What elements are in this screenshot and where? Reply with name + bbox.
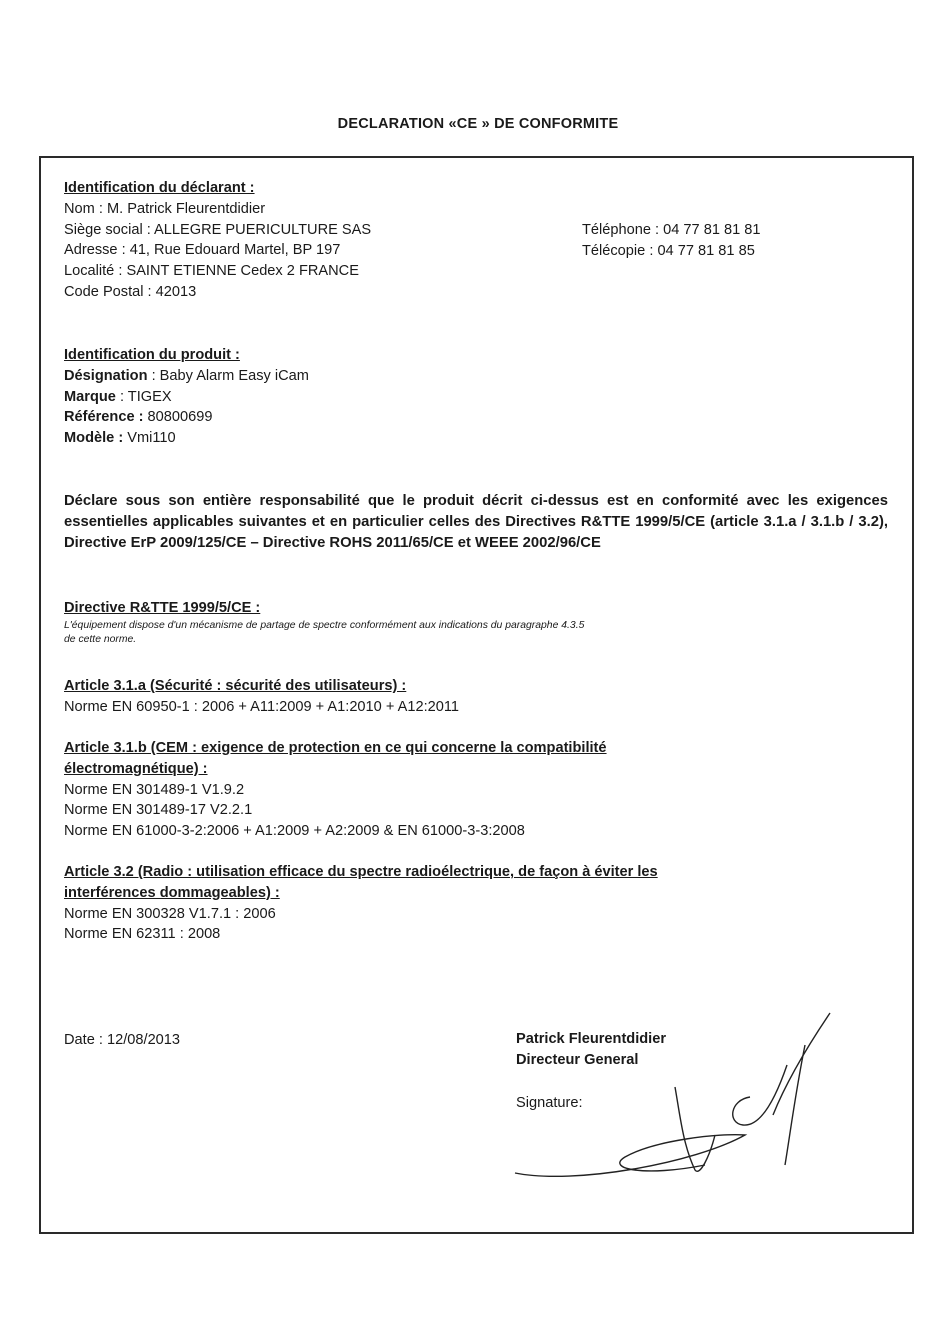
handwritten-signature (505, 1005, 845, 1195)
article-31a-section (64, 676, 459, 718)
product-designation (64, 366, 309, 387)
declarant-section (64, 178, 371, 303)
reference-label: Référence : (64, 409, 144, 426)
designation-label: Désignation (64, 367, 148, 384)
product-section (64, 345, 309, 449)
directive-section (64, 598, 584, 647)
document-title: DECLARATION «CE » DE CONFORMITE (337, 116, 619, 132)
article-31b-norm: Norme EN 61000-3-2:2006 + A1:2009 + A2:2009 & EN 61000-3-3:2008 (64, 823, 525, 840)
product-heading: Identification du produit : (64, 347, 240, 363)
modele-label: Modèle : (64, 430, 124, 447)
article-31a-norm: Norme EN 60950-1 : 2006 + A11:2009 + A1:2010 + A12:2011 (64, 698, 460, 715)
article-31b-section (64, 738, 607, 842)
directive-text-line1: L'équipement dispose d'un mécanisme de partage de spectre conformément aux indications du paragraphe 4.3.5 (64, 619, 585, 631)
article-32-norm: Norme EN 62311 : 2008 (64, 926, 221, 943)
product-modele (64, 428, 309, 449)
article-32-section (64, 862, 658, 945)
reference-value: 80800699 (143, 409, 213, 426)
product-reference (64, 407, 309, 428)
contact-block (582, 220, 761, 262)
article-31a-heading: Article 3.1.a (Sécurité : sécurité des utilisateurs) : (64, 678, 407, 694)
product-marque (64, 387, 309, 408)
declarant-heading: Identification du déclarant : (64, 180, 255, 196)
signatory-name: Patrick Fleurentdidier (516, 1031, 667, 1047)
directive-heading: Directive R&TTE 1999/5/CE : (64, 600, 261, 616)
telecopie: Télécopie : 04 77 81 81 85 (582, 242, 755, 259)
modele-value: Vmi110 (123, 430, 176, 447)
article-32-heading-line2: interférences dommageables) : (64, 884, 280, 901)
designation-value: : Baby Alarm Easy iCam (147, 367, 309, 384)
article-32-norm: Norme EN 300328 V1.7.1 : 2006 (64, 905, 276, 922)
date: Date : 12/08/2013 (64, 1032, 181, 1048)
marque-value: : TIGEX (115, 388, 172, 405)
telephone: Téléphone : 04 77 81 81 81 (582, 222, 761, 238)
declaration-paragraph: Déclare sous son entière responsabilité que le produit décrit ci-dessus est en conformité avec les exigences essentielles applicables suivantes et en particulier celles des Directives R&TTE 1999/5/CE (article 3.1.a / 3.1.b / 3.2), Directive ErP 2009/125/CE – Directive ROHS 2011/65/CE et WEEE 2002/96/CE (64, 493, 888, 551)
declarant-siege: Siège social : ALLEGRE PUERICULTURE SAS (64, 221, 372, 238)
signatory-role: Directeur General (516, 1051, 639, 1068)
article-31b-heading-line2: électromagnétique) : (64, 760, 208, 777)
declarant-localite: Localité : SAINT ETIENNE Cedex 2 FRANCE (64, 263, 359, 280)
article-31b-norm: Norme EN 301489-1 V1.9.2 (64, 781, 245, 798)
marque-label: Marque (64, 388, 116, 405)
article-31b-norm: Norme EN 301489-17 V2.2.1 (64, 802, 253, 819)
declarant-adresse: Adresse : 41, Rue Edouard Martel, BP 197 (64, 242, 341, 259)
article-31b-heading-line1: Article 3.1.b (CEM : exigence de protection en ce qui concerne la compatibilité (64, 740, 607, 756)
declarant-code-postal: Code Postal : 42013 (64, 283, 197, 300)
directive-text-line2: de cette norme. (64, 633, 137, 645)
signature-label: Signature: (516, 1094, 583, 1111)
article-32-heading-line1: Article 3.2 (Radio : utilisation efficace du spectre radioélectrique, de façon à éviter les (64, 864, 658, 880)
declarant-name: Nom : M. Patrick Fleurentdidier (64, 200, 266, 217)
